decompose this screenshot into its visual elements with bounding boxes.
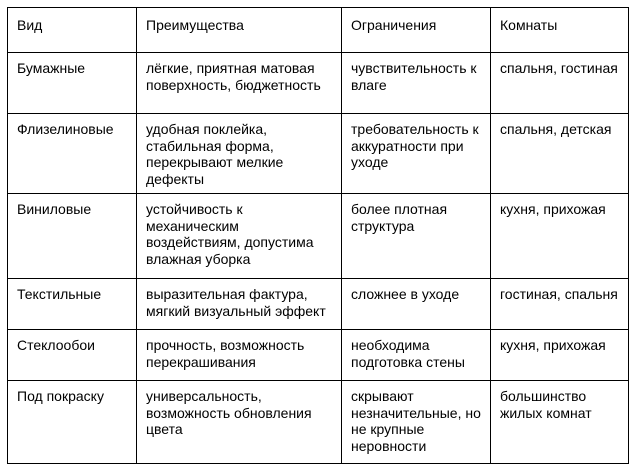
header-rooms: Комнаты	[491, 8, 629, 53]
cell-advantages: удобная поклейка, стабильная форма, перекрывают мелкие дефекты	[137, 114, 342, 194]
table-row	[8, 330, 629, 381]
header-advantages: Преимущества	[137, 8, 342, 53]
table-row	[8, 194, 629, 279]
cell-rooms: большинство жилых комнат	[491, 381, 629, 464]
cell-advantages: устойчивость к механическим воздействиям, допустима влажная уборка	[137, 194, 342, 279]
table-row	[8, 381, 629, 464]
cell-type: Под покраску	[8, 381, 137, 464]
cell-limitations: более плотная структура	[342, 194, 491, 279]
cell-type: Флизелиновые	[8, 114, 137, 194]
cell-advantages: универсальность, возможность обновления цвета	[137, 381, 342, 464]
cell-limitations: необходима подготовка стены	[342, 330, 491, 381]
table-row	[8, 53, 629, 114]
header-type: Вид	[8, 8, 137, 53]
cell-limitations: требовательность к аккуратности при уходе	[342, 114, 491, 194]
cell-type: Стеклообои	[8, 330, 137, 381]
cell-limitations: скрывают незначительные, но не крупные неровности	[342, 381, 491, 464]
cell-rooms: спальня, детская	[491, 114, 629, 194]
cell-limitations: чувствительность к влаге	[342, 53, 491, 114]
wallpaper-comparison-table	[7, 7, 629, 464]
cell-rooms: спальня, гостиная	[491, 53, 629, 114]
cell-advantages: лёгкие, приятная матовая поверхность, бюджетность	[137, 53, 342, 114]
header-limitations: Ограничения	[342, 8, 491, 53]
cell-rooms: кухня, прихожая	[491, 330, 629, 381]
table-row	[8, 279, 629, 330]
cell-type: Бумажные	[8, 53, 137, 114]
cell-limitations: сложнее в уходе	[342, 279, 491, 330]
table-container	[7, 7, 629, 464]
cell-advantages: прочность, возможность перекрашивания	[137, 330, 342, 381]
cell-advantages: выразительная фактура, мягкий визуальный эффект	[137, 279, 342, 330]
cell-type: Виниловые	[8, 194, 137, 279]
cell-rooms: кухня, прихожая	[491, 194, 629, 279]
table-row	[8, 114, 629, 194]
cell-rooms: гостиная, спальня	[491, 279, 629, 330]
cell-type: Текстильные	[8, 279, 137, 330]
table-header-row	[8, 8, 629, 53]
